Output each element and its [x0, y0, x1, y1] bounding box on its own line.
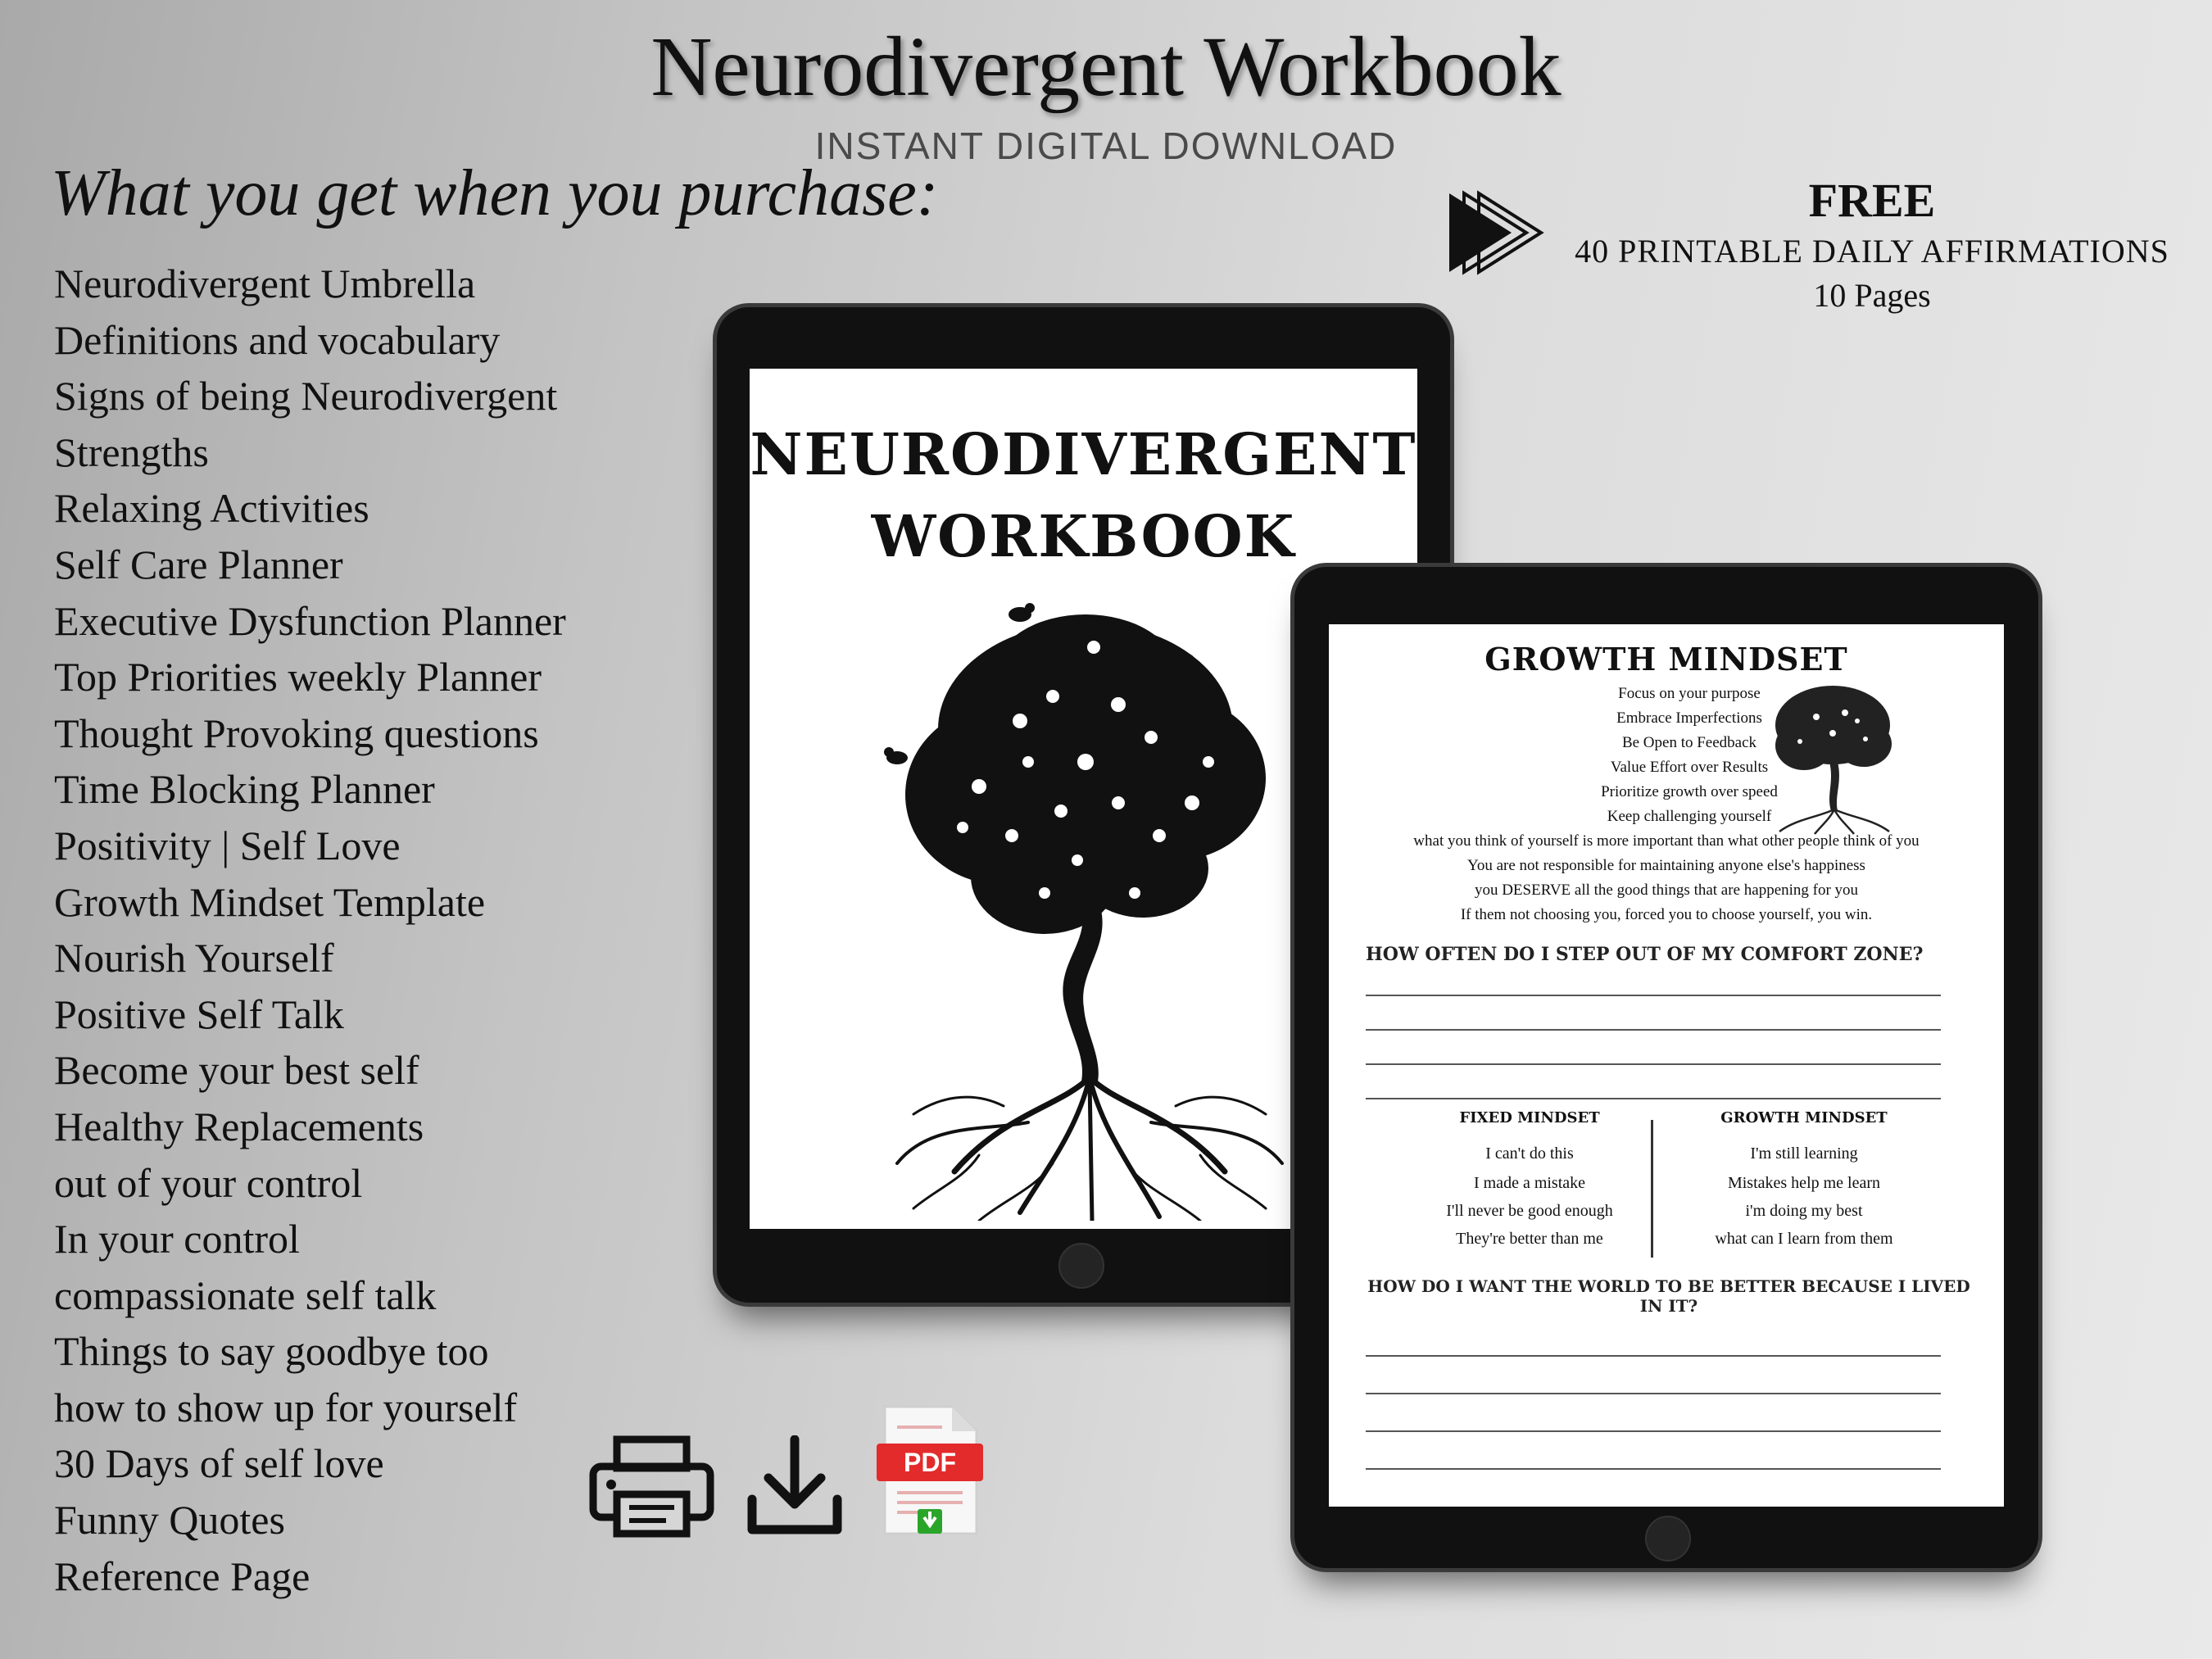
tablet-growth-mindset-mockup	[1290, 563, 2042, 1572]
mindset-tip: Embrace Imperfections	[1616, 709, 1762, 727]
free-label: FREE	[1808, 174, 1936, 227]
growth-mindset-item: what can I learn from them	[1715, 1230, 1893, 1248]
feature-item: Self Care Planner	[54, 541, 343, 587]
feature-item: Thought Provoking questions	[54, 709, 539, 756]
feature-item: Strengths	[54, 428, 209, 475]
affirmation-quote: you DESERVE all the good things that are happening for you	[1474, 882, 1859, 899]
cover-title	[750, 414, 1417, 578]
affirmation-quote: You are not responsible for maintaining anyone else's happiness	[1467, 857, 1865, 874]
feature-item: Funny Quotes	[54, 1497, 285, 1543]
writing-line	[1366, 1098, 1941, 1099]
feature-item: 30 Days of self love	[54, 1440, 384, 1487]
growth-mindset-item: i'm doing my best	[1745, 1202, 1863, 1220]
pdf-file-icon	[877, 1403, 983, 1542]
affirmation-quote: If them not choosing you, forced you to choose yourself, you win.	[1460, 906, 1873, 923]
feature-item: Reference Page	[54, 1552, 310, 1599]
growth-mindset-item: I'm still learning	[1750, 1145, 1858, 1163]
writing-line	[1366, 995, 1941, 996]
feature-item: Time Blocking Planner	[54, 766, 435, 813]
page-subtitle: INSTANT DIGITAL DOWNLOAD	[814, 125, 1398, 167]
growth-mindset-item: Mistakes help me learn	[1727, 1174, 1881, 1192]
feature-item: Nourish Yourself	[54, 935, 334, 981]
feature-item: Top Priorities weekly Planner	[54, 654, 542, 700]
home-button	[1645, 1516, 1691, 1562]
affirmation-quote: what you think of yourself is more important than what other people think of you	[1413, 832, 1920, 850]
mindset-tip: Keep challenging yourself	[1607, 808, 1772, 825]
writing-line	[1366, 1430, 1941, 1432]
feature-item: Definitions and vocabulary	[54, 316, 501, 363]
feature-item: Things to say goodbye too	[54, 1328, 489, 1375]
page-title: Neurodivergent Workbook	[650, 20, 1562, 114]
growth-mindset-heading: GROWTH MINDSET	[1720, 1109, 1888, 1126]
reflection-question	[1366, 1276, 1972, 1316]
download-icon	[746, 1435, 844, 1542]
feature-list	[54, 256, 566, 1604]
feature-item: Growth Mindset Template	[54, 878, 486, 925]
cover-title-line2: WORKBOOK	[871, 502, 1296, 570]
home-button	[1058, 1243, 1104, 1289]
feature-item: how to show up for yourself	[54, 1384, 518, 1430]
mindset-tip: Value Effort over Results	[1610, 759, 1769, 776]
feature-item: Neurodivergent Umbrella	[54, 261, 476, 306]
writing-line	[1366, 1029, 1941, 1031]
reflection-question-line: IN IT?	[1639, 1296, 1698, 1316]
fixed-mindset-heading: FIXED MINDSET	[1459, 1109, 1600, 1126]
writing-line	[1366, 1393, 1941, 1394]
tree-illustration	[881, 598, 1290, 1221]
feature-item: Become your best self	[54, 1047, 419, 1094]
feature-item: Executive Dysfunction Planner	[54, 597, 566, 644]
feature-item: In your control	[54, 1216, 300, 1262]
intro-heading: What you get when you purchase:	[51, 157, 939, 229]
pdf-label: PDF	[904, 1448, 956, 1477]
reflection-question: HOW OFTEN DO I STEP OUT OF MY COMFORT ZONE?	[1366, 944, 1924, 965]
free-offer-pages: 10 Pages	[1813, 277, 1931, 314]
growth-mindset-screen	[1329, 624, 2004, 1507]
writing-line	[1366, 1355, 1941, 1357]
mindset-tip: Focus on your purpose	[1618, 685, 1761, 702]
feature-item: Positivity | Self Love	[54, 822, 401, 868]
writing-line	[1366, 1468, 1941, 1470]
reflection-question-line: HOW DO I WANT THE WORLD TO BE BETTER BECAUSE I LIVED	[1367, 1276, 1970, 1296]
mindset-tip: Be Open to Feedback	[1621, 734, 1757, 751]
feature-item: out of your control	[54, 1159, 363, 1206]
fixed-mindset-item: I'll never be good enough	[1446, 1202, 1613, 1220]
free-offer-description: 40 PRINTABLE DAILY AFFIRMATIONS	[1575, 233, 2169, 270]
fixed-mindset-item: I made a mistake	[1473, 1174, 1586, 1192]
growth-mindset-title: GROWTH MINDSET	[1484, 641, 1848, 678]
feature-item: Signs of being Neurodivergent	[54, 373, 558, 419]
feature-item: Positive Self Talk	[54, 990, 344, 1037]
feature-item: compassionate self talk	[54, 1271, 437, 1318]
column-divider	[1651, 1120, 1653, 1258]
small-tree-illustration	[1767, 680, 1898, 836]
feature-item: Healthy Replacements	[54, 1103, 424, 1149]
feature-item: Relaxing Activities	[54, 485, 369, 532]
fixed-mindset-item: I can't do this	[1485, 1145, 1574, 1163]
triple-play-arrows-icon	[1446, 190, 1552, 280]
writing-line	[1366, 1063, 1941, 1065]
mindset-tip: Prioritize growth over speed	[1601, 783, 1778, 800]
cover-title-line1: NEURODIVERGENT	[750, 420, 1417, 488]
printer-icon	[588, 1435, 715, 1542]
fixed-mindset-item: They're better than me	[1456, 1230, 1603, 1248]
free-offer	[1565, 172, 2179, 318]
